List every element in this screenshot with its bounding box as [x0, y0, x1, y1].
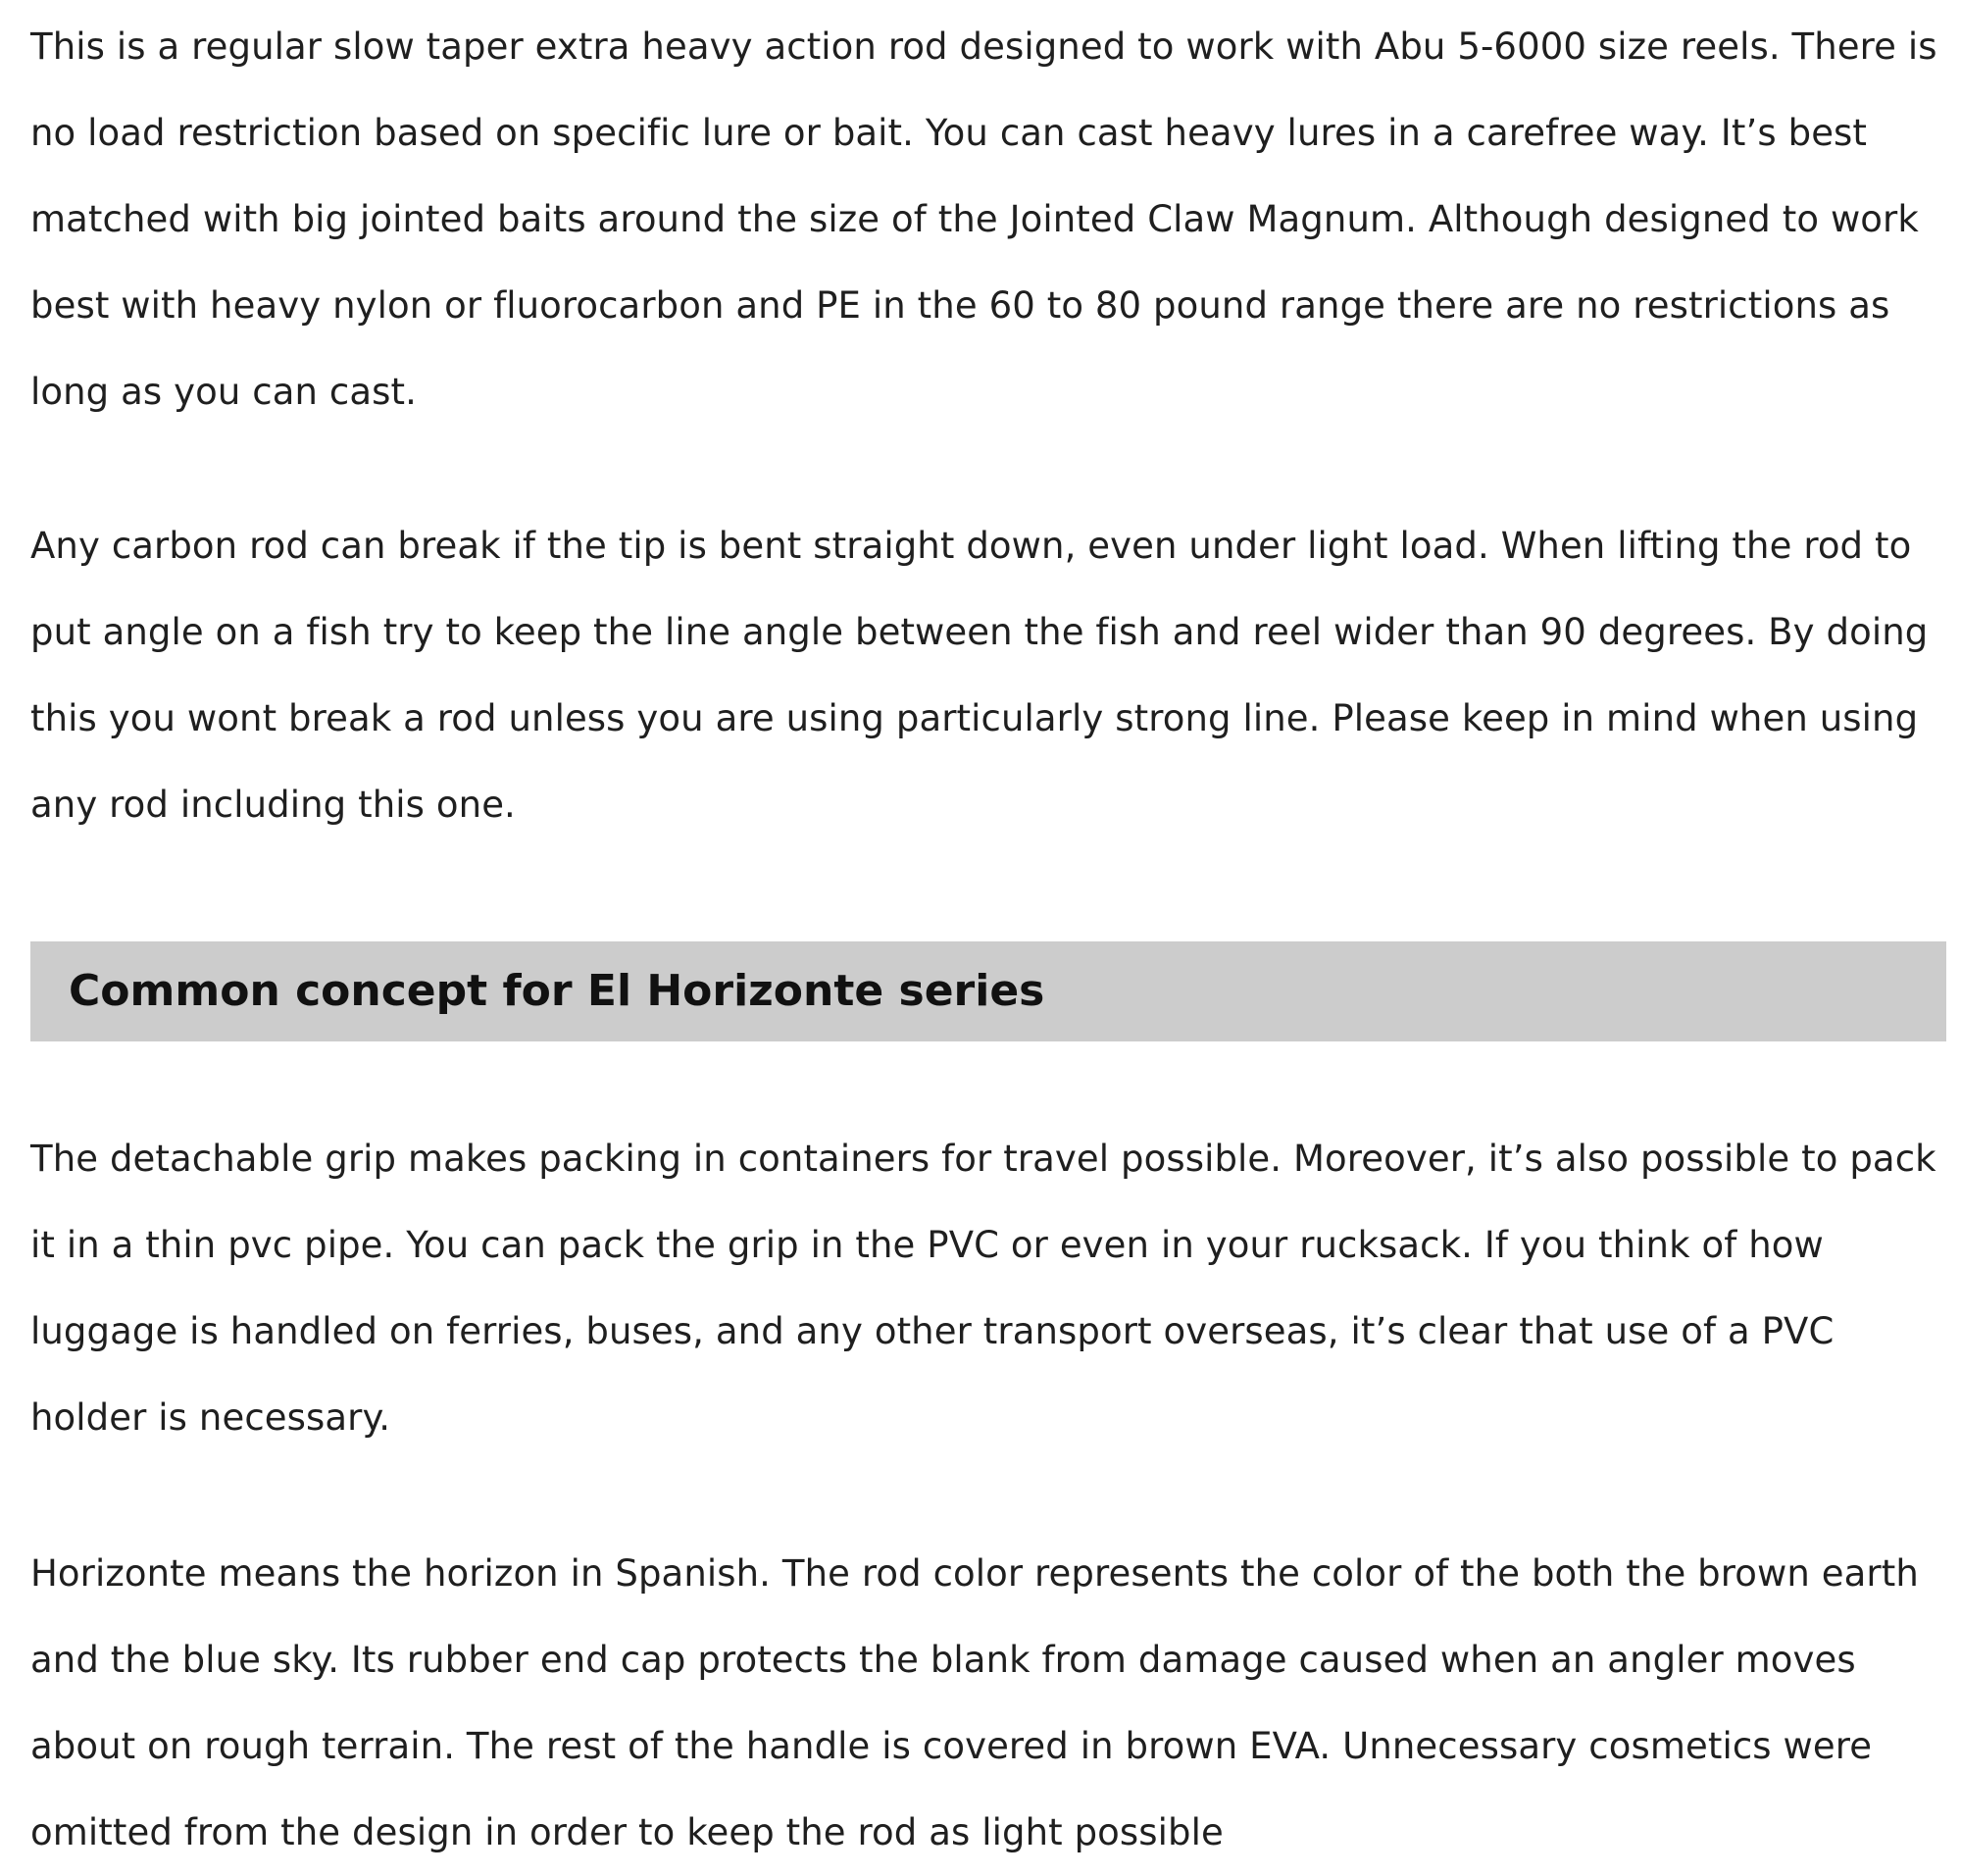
detachable-grip-paragraph: The detachable grip makes packing in containers for travel possible. Moreover, it’s also possible to pack it in a thin pvc pipe. You can pack the grip in the PVC or even in your rucksack. If you think of how luggage is handled on ferries, buses, and any other transport overseas, it’s clear that use of a PVC holder is necessary. — [30, 1138, 1936, 1439]
horizonte-meaning-paragraph: Horizonte means the horizon in Spanish. The rod color represents the color of the both the brown earth and the blue sky. Its rubber end cap protects the blank from damage caused when an angler moves about on rough terrain. The rest of the handle is covered in brown EVA. Unnecessary cosmetics were omitted from the design in order to keep the rod as light possible — [30, 1552, 1919, 1853]
section-header-bar — [30, 941, 1946, 1041]
breakage-warning-paragraph: Any carbon rod can break if the tip is bent straight down, even under light load. When lifting the rod to put angle on a fish try to keep the line angle between the fish and reel wider than 90 degrees. By doing this you wont break a rod unless you are using particularly strong line. Please keep in mind when using any rod including this one. — [30, 525, 1929, 826]
section-title: Common concept for El Horizonte series — [69, 966, 1045, 1016]
rod-description-paragraph: This is a regular slow taper extra heavy action rod designed to work with Abu 5-6000 size reels. There is no load restriction based on specific lure or bait. You can cast heavy lures in a carefree way. It’s best matched with big jointed baits around the size of the Jointed Claw Magnum. Although designed to work best with heavy nylon or fluorocarbon and PE in the 60 to 80 pound range there are no restrictions as long as you can cast. — [30, 25, 1937, 413]
